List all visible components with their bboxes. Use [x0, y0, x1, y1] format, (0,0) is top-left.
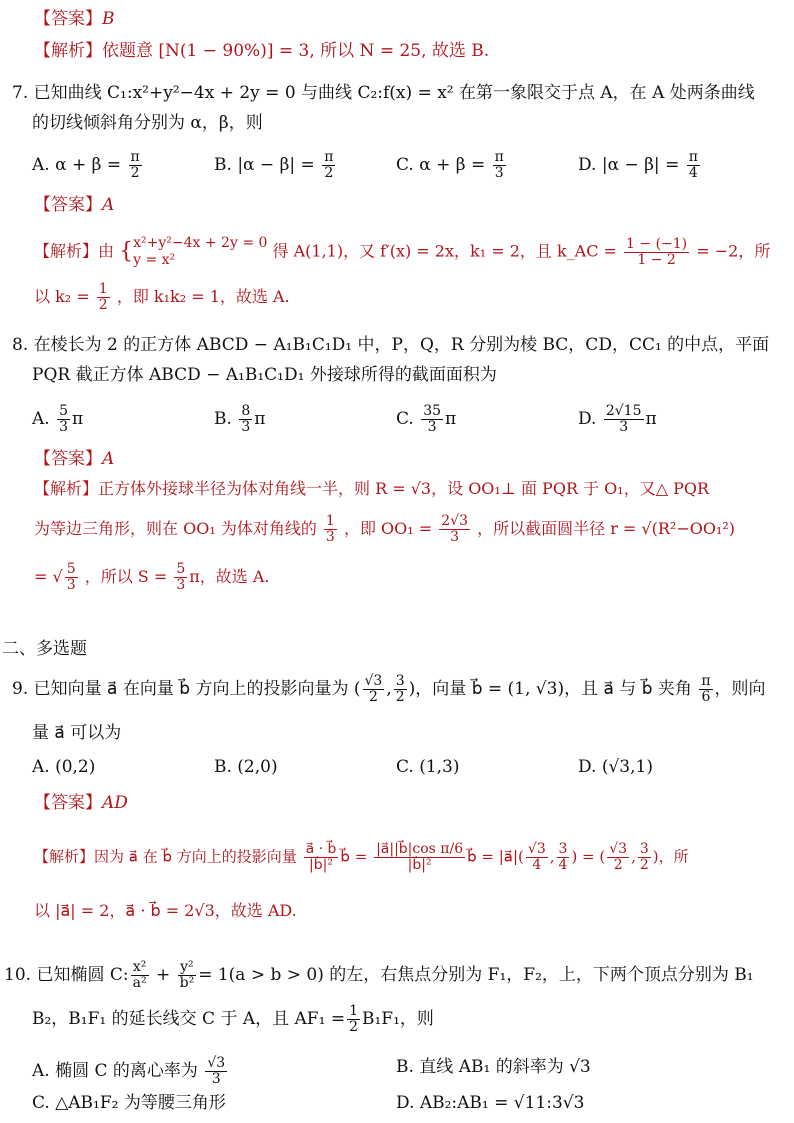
option-label: D.: [578, 409, 597, 429]
answer-value: AD: [102, 793, 128, 813]
fraction: $\frac{√3}{2}$: [609, 841, 628, 873]
q7-option-c: [396, 150, 508, 181]
q9-answer-line: [34, 792, 128, 814]
analysis-text: ，即 OO₁ =: [343, 519, 433, 538]
fraction: $\frac{3}{2}$: [639, 841, 649, 873]
q6-analysis-line: [34, 40, 489, 62]
q10-option-c: C. △AB₁F₂ 为等腰三角形: [32, 1093, 226, 1113]
q8-option-c: C. $\frac{35}{3}$ π: [396, 403, 457, 435]
q8-stem-line-1: [12, 334, 769, 356]
fraction: $\frac{\pi}{4}$: [688, 149, 698, 181]
analysis-text: ，即 k₁k₂ = 1，故选 A.: [116, 287, 290, 306]
option-label: A.: [32, 155, 50, 175]
q8-stem-line-2: [32, 364, 497, 386]
analysis-label: 【解析】: [34, 479, 99, 498]
question-stem: B₂，B₁F₁ 的延长线交 C 于 A，且 AF₁ =: [32, 1009, 346, 1029]
q8-option-d: D. $\frac{2√15}{3}$ π: [578, 403, 657, 435]
q10-option-d: D. AB₂:AB₁ = √11:3√3: [396, 1093, 585, 1113]
fraction: $\frac{√3}{3}$: [207, 1055, 226, 1087]
q9-option-d: D. (√3,1): [578, 757, 653, 777]
question-stem: B₁F₁，则: [362, 1009, 434, 1029]
q7-option-b: [214, 150, 337, 181]
q7-answer-line: [34, 194, 114, 216]
q9-option-a: A. (0,2): [32, 757, 96, 777]
question-stem: 已知向量 a⃗ 在向量 b⃗ 方向上的投影向量为 (: [33, 679, 361, 699]
q9-stem-line-1: 9. 已知向量 a⃗ 在向量 b⃗ 方向上的投影向量为 ( $\frac{√3}{2}$ , $\frac{3}{2}$ )，向量 b⃗ = (1, √3)，且 a⃗ 与 b⃗ 夹角 $\frac{\pi}{6}$ ，则向: [12, 673, 766, 705]
q10-option-b: B. 直线 AB₁ 的斜率为 √3: [396, 1057, 591, 1077]
question-number: 10.: [4, 965, 32, 985]
fraction: $\frac{2√15}{3}$: [605, 403, 642, 435]
fraction: $\frac{2√3}{3}$: [441, 513, 469, 545]
analysis-text: ，所以 S =: [84, 567, 168, 586]
question-stem: ，则向: [714, 679, 766, 699]
q9-analysis-line-1: 【解析】因为 a⃗ 在 b⃗ 方向上的投影向量 $\frac{a⃗ \cdot b⃗}{\text{|b⃗|²}}$ b⃗ = $\frac{\text{|a⃗||b⃗|cos π/6}}{\text{|b⃗|²}}$ b⃗ = |a⃗|( $\frac{√3}{4}$ , $\frac{3}{4}$ ) = ( $\frac{√3}{2}$ , $\frac{3}{2}$ )，所: [34, 841, 689, 873]
equation-system: x²+y²−4x + 2y = 0 y = x²: [133, 235, 268, 268]
analysis-text: ，所以截面圆半径 r = √(R²−OO₁²): [477, 519, 736, 538]
question-stem: )，向量 b⃗ = (1, √3)，且 a⃗ 与 b⃗ 夹角: [408, 679, 692, 699]
analysis-text: = −2，所: [696, 241, 771, 261]
answer-label: 【答案】: [34, 793, 102, 813]
fraction: $\frac{\text{y²}}{\text{b²}}$: [179, 959, 195, 991]
analysis-label: 【解析】: [34, 847, 95, 866]
fraction: $\frac{\pi}{6}$: [701, 673, 711, 705]
fraction: $\frac{\pi}{2}$: [130, 149, 140, 181]
answer-value: B: [102, 9, 115, 29]
fraction: $\frac{1 - (-1)}{1 - 2}$: [626, 235, 688, 268]
q7-analysis-line-1: 【解析】由 { x²+y²−4x + 2y = 0 y = x² 得 A(1,1)，又 f′(x) = 2x，k₁ = 2，且 k_AC = $\frac{1 - (-1)}{1 - 2}$ = −2，所: [34, 235, 771, 268]
analysis-text: = √: [34, 567, 63, 586]
analysis-text: 由: [98, 241, 115, 261]
option-text: |α − β| =: [601, 155, 680, 175]
option-label: D.: [578, 155, 597, 175]
fraction: $\frac{√3}{4}$: [527, 841, 546, 873]
q10-stem-line-2: [32, 1004, 434, 1035]
q6-answer-line: [34, 8, 115, 30]
question-stem: 已知曲线 C₁:x²+y²−4x + 2y = 0 与曲线 C₂:f(x) = x² 在第一象限交于点 A，在 A 处两条曲线: [33, 83, 755, 103]
q8-answer-line: [34, 448, 114, 470]
q10-option-a: [32, 1056, 229, 1087]
fraction: $\frac{1}{2}$: [349, 1003, 358, 1035]
question-number: 7.: [12, 83, 29, 103]
fraction: $\frac{8}{3}$: [241, 403, 251, 435]
fraction: $\frac{1}{2}$: [98, 281, 108, 313]
q9-analysis-line-2: 以 |a⃗| = 2，a⃗ · b⃗ = 2√3，故选 AD.: [34, 901, 297, 920]
q7-stem-line-1: [12, 82, 755, 104]
q8-analysis-line-3: [34, 562, 270, 593]
option-label: B.: [214, 409, 232, 429]
question-stem: 已知椭圆 C:: [36, 965, 129, 985]
question-number: 9.: [12, 679, 29, 699]
fraction: $\frac{3}{2}$: [395, 673, 405, 705]
analysis-label: 【解析】: [34, 241, 99, 261]
option-text: α + β =: [419, 155, 486, 175]
answer-value: A: [102, 449, 115, 469]
fraction: $\frac{√3}{2}$: [364, 673, 383, 705]
question-stem: 量 a⃗ 可以为: [32, 723, 122, 743]
analysis-text: 得 A(1,1)，又 f′(x) = 2x，k₁ = 2，且 k_AC =: [272, 241, 617, 261]
q9-option-b: B. (2,0): [214, 757, 278, 777]
option-text: |α − β| =: [237, 155, 315, 175]
option-text: A. 椭圆 C 的离心率为: [32, 1061, 198, 1081]
option-label: B.: [214, 155, 232, 175]
analysis-text: π，故选 A.: [189, 567, 270, 586]
section-title: 二、多选题: [2, 639, 87, 659]
answer-value: A: [102, 195, 115, 215]
question-stem: PQR 截正方体 ABCD − A₁B₁C₁D₁ 外接球所得的截面面积为: [32, 365, 497, 385]
question-stem: = 1(a > b > 0) 的左，右焦点分别为 F₁，F₂，上，下两个顶点分别为 B₁: [198, 965, 754, 985]
analysis-text: 依题意 [N(1 − 90%)] = 3, 所以 N = 25, 故选 B.: [102, 41, 490, 61]
fraction: $\frac{a⃗ \cdot b⃗}{\text{|b⃗|²}}$: [305, 841, 337, 873]
fraction: $\frac{\pi}{2}$: [324, 149, 334, 181]
option-label: C.: [396, 155, 414, 175]
q7-option-a: [32, 150, 144, 181]
q8-analysis-line-1: [34, 478, 709, 500]
q7-stem-line-2: [32, 112, 263, 134]
q8-analysis-line-2: [34, 514, 735, 545]
analysis-label: 【解析】: [34, 41, 102, 61]
fraction: $\frac{35}{3}$: [423, 403, 442, 435]
fraction: $\frac{\text{x²}}{\text{a²}}$: [132, 959, 147, 991]
fraction: $\frac{\text{|a⃗||b⃗|cos π/6}}{\text{|b⃗|²}}$: [376, 841, 464, 873]
answer-label: 【答案】: [34, 9, 102, 29]
analysis-text: 以 k₂ =: [34, 287, 90, 306]
option-label: A.: [32, 409, 50, 429]
fraction: $\frac{\pi}{3}$: [494, 149, 504, 181]
q8-option-a: A. $\frac{5}{3}$ π: [32, 403, 84, 435]
option-text: α + β =: [55, 155, 122, 175]
fraction: $\frac{5}{3}$: [59, 403, 69, 435]
question-number: 8.: [12, 335, 29, 355]
fraction: $\frac{5}{3}$: [176, 561, 186, 593]
option-label: C.: [396, 409, 414, 429]
q7-option-d: [578, 150, 702, 181]
analysis-text: 因为 a⃗ 在 b⃗ 方向上的投影向量: [94, 847, 297, 866]
q8-option-b: B. $\frac{8}{3}$ π: [214, 403, 266, 435]
fraction: $\frac{1}{3}$: [325, 513, 335, 545]
analysis-text: 正方体外接球半径为体对角线一半，则 R = √3，设 OO₁⊥ 面 PQR 于 O₁，又△ PQR: [98, 479, 710, 498]
fraction: $\frac{5}{3}$: [66, 561, 76, 593]
answer-label: 【答案】: [34, 449, 102, 469]
q9-option-c: C. (1,3): [396, 757, 460, 777]
analysis-text: 为等边三角形，则在 OO₁ 为体对角线的: [34, 519, 317, 538]
question-stem: 的切线倾斜角分别为 α，β，则: [32, 113, 263, 133]
fraction: $\frac{3}{4}$: [558, 841, 568, 873]
answer-label: 【答案】: [34, 195, 102, 215]
question-stem: 在棱长为 2 的正方体 ABCD − A₁B₁C₁D₁ 中，P，Q，R 分别为棱 BC，CD，CC₁ 的中点，平面: [33, 335, 770, 355]
q9-stem-line-2: [32, 722, 121, 744]
q10-stem-line-1: 10. 已知椭圆 C: $\frac{\text{x²}}{\text{a²}}$ + $\frac{\text{y²}}{\text{b²}}$ = 1(a > b > 0) 的左，右焦点分别为 F₁，F₂，上，下两个顶点分别为 B₁: [4, 959, 754, 991]
q7-analysis-line-2: [34, 282, 290, 313]
